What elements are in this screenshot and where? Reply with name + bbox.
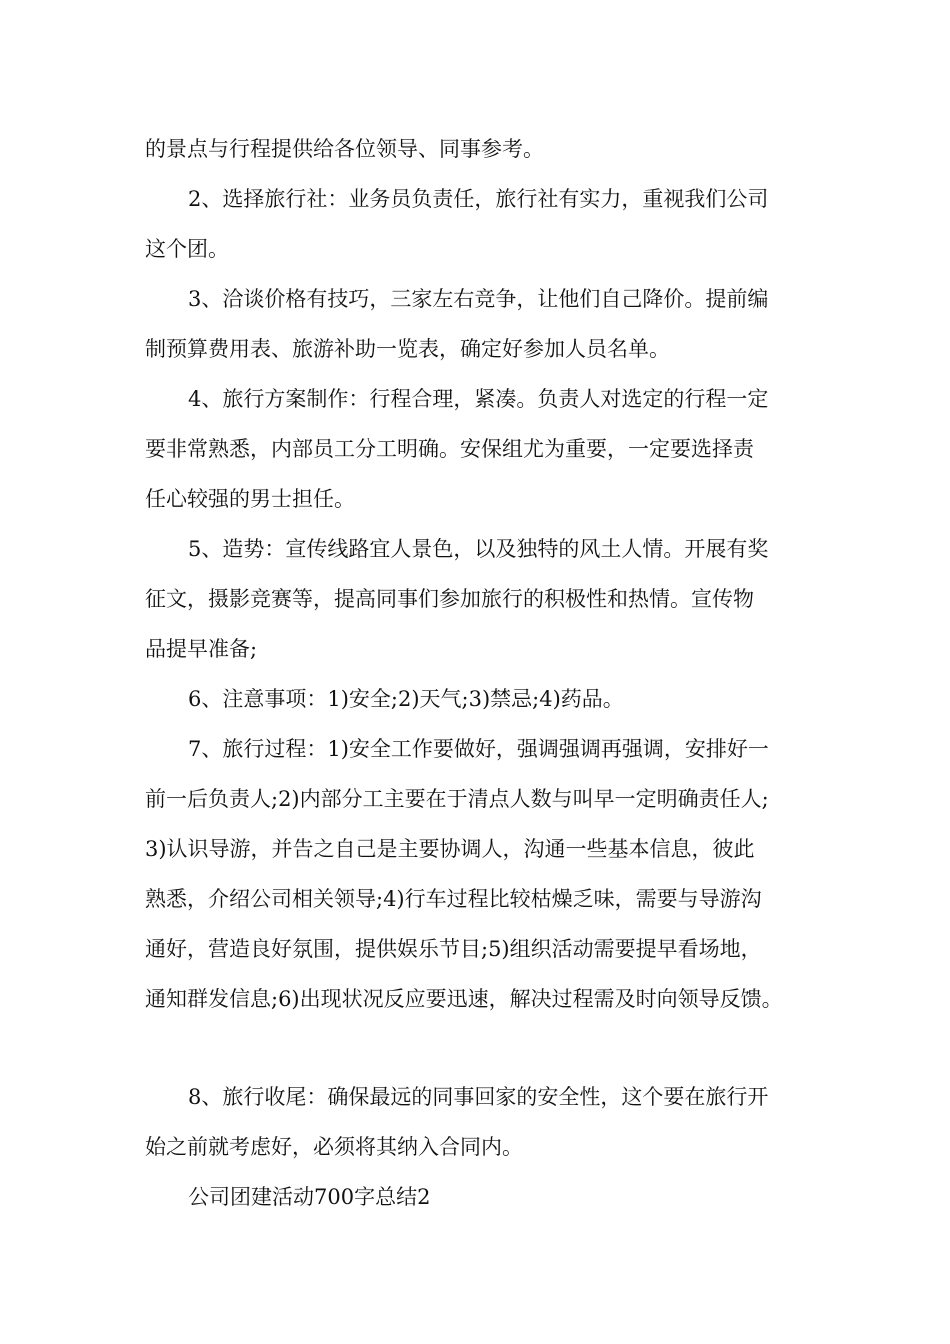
paragraph-6-line-1: 6、注意事项：1)安全;2)天气;3)禁忌;4)药品。 <box>188 687 624 711</box>
paragraph-1-line-1: 的景点与行程提供给各位领导、同事参考。 <box>145 137 544 161</box>
paragraph-2-line-1: 2、选择旅行社：业务员负责任，旅行社有实力，重视我们公司 <box>188 187 769 211</box>
paragraph-8-line-1: 8、旅行收尾：确保最远的同事回家的安全性，这个要在旅行开 <box>188 1085 769 1109</box>
paragraph-4-line-2: 要非常熟悉，内部员工分工明确。安保组尤为重要，一定要选择责 <box>145 437 754 461</box>
paragraph-7-line-5: 通好，营造良好氛围，提供娱乐节目;5)组织活动需要提早看场地， <box>145 937 762 961</box>
paragraph-7-line-2: 前一后负责人;2)内部分工主要在于清点人数与叫早一定明确责任人; <box>145 787 769 811</box>
paragraph-8-line-2: 始之前就考虑好，必须将其纳入合同内。 <box>145 1135 523 1159</box>
paragraph-2-line-2: 这个团。 <box>145 237 229 261</box>
paragraph-5-line-1: 5、造势：宣传线路宜人景色，以及独特的风土人情。开展有奖 <box>188 537 769 561</box>
section-heading: 公司团建活动700字总结2 <box>188 1185 431 1209</box>
paragraph-7-line-6: 通知群发信息;6)出现状况反应要迅速，解决过程需及时向领导反馈。 <box>145 987 783 1011</box>
paragraph-5-line-2: 征文，摄影竞赛等，提高同事们参加旅行的积极性和热情。宣传物 <box>145 587 754 611</box>
paragraph-5-line-3: 品提早准备; <box>145 637 258 661</box>
paragraph-4-line-3: 任心较强的男士担任。 <box>145 487 355 511</box>
paragraph-7-line-3: 3)认识导游，并告之自己是主要协调人，沟通一些基本信息，彼此 <box>145 837 755 861</box>
paragraph-3-line-1: 3、洽谈价格有技巧，三家左右竞争，让他们自己降价。提前编 <box>188 287 769 311</box>
paragraph-7-line-4: 熟悉，介绍公司相关领导;4)行车过程比较枯燥乏味，需要与导游沟 <box>145 887 762 911</box>
paragraph-4-line-1: 4、旅行方案制作：行程合理，紧凑。负责人对选定的行程一定 <box>188 387 769 411</box>
paragraph-3-line-2: 制预算费用表、旅游补助一览表，确定好参加人员名单。 <box>145 337 670 361</box>
paragraph-7-line-1: 7、旅行过程：1)安全工作要做好，强调强调再强调，安排好一 <box>188 737 769 761</box>
